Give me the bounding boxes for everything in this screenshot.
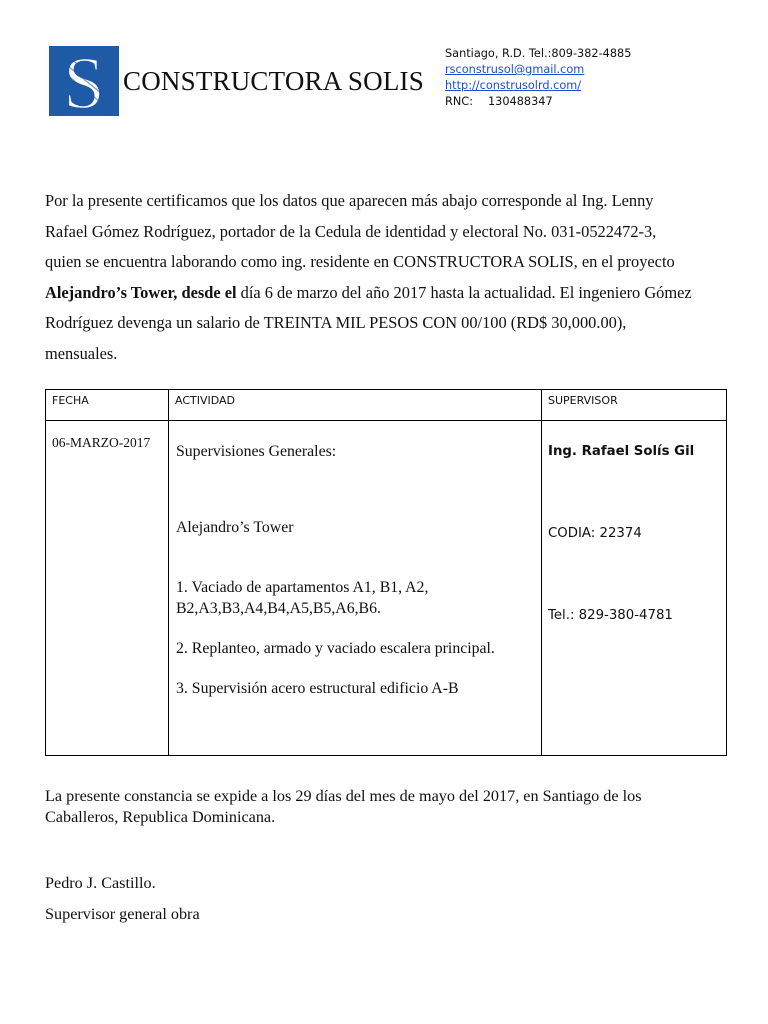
cell-actividad [169,421,542,756]
paragraph-line-rest: día 6 de marzo del año 2017 hasta la actualidad. El ingeniero Gómez [236,282,692,302]
signer-name: Pedro J. Castillo. [45,874,156,892]
header-fecha [46,390,169,421]
rnc-label: RNC: [445,95,473,108]
cell-supervisor [542,421,727,756]
rnc-line [445,94,631,110]
rnc-value: 130488347 [488,95,553,108]
actividad-content [169,421,541,699]
supervisor-name: Ing. Rafael Solís Gil [548,444,695,459]
list-item: 3. Supervisión acero estructural edificio A-B [176,680,459,697]
cell-fecha [46,421,169,756]
header-supervisor [542,390,727,421]
paragraph-line: Por la presente certificamos que los datos que aparecen más abajo corresponde al Ing. Lenny [45,191,654,210]
company-name: CONSTRUCTORA SOLIS [123,66,424,96]
supervisor-tel: Tel.: 829-380-4781 [548,608,673,623]
header-actividad-label: ACTIVIDAD [175,394,236,407]
table-row [46,421,727,756]
email-link[interactable]: rsconstrusol@gmail.com [445,63,585,76]
address-phone: Santiago, R.D. Tel.:809-382-4885 [445,47,632,60]
contact-block [445,46,631,110]
certification-paragraph [45,186,723,370]
header-fecha-label: FECHA [52,394,89,407]
actividad-title: Supervisiones Generales: [176,443,337,460]
closing-paragraph [45,786,735,828]
paragraph-line: Rodríguez devenga un salario de TREINTA MIL PESOS CON 00/100 (RD$ 30,000.00), [45,313,627,333]
project-bold: Alejandro’s Tower, desde el [45,282,237,302]
header-supervisor-label: SUPERVISOR [548,394,618,407]
company-logo [49,46,119,116]
paragraph-line: quien se encuentra laborando como ing. residente en CONSTRUCTORA SOLIS, en el proyecto [45,252,675,272]
item1-line2: B2,A3,B3,A4,B4,A5,B5,A6,B6. [176,600,381,617]
paragraph-line [45,278,723,309]
list-item: 2. Replanteo, armado y vaciado escalera principal. [176,640,495,657]
closing-line: La presente constancia se expide a los 29 días del mes de mayo del 2017, en Santiago de los [45,787,642,805]
paragraph-line: Rafael Gómez Rodríguez, portador de la Cedula de identidad y electoral No. 031-0522472-3, [45,221,657,241]
logo-letter: S [63,46,105,116]
fecha-value: 06-MARZO-2017 [52,435,151,450]
list-item [176,577,541,619]
website-link[interactable]: http://construsolrd.com/ [445,79,582,92]
paragraph-line: mensuales. [45,343,118,363]
project-name: Alejandro’s Tower [176,519,294,536]
supervisor-content [542,421,726,623]
closing-line: Caballeros, Republica Dominicana. [45,808,276,826]
header-actividad [169,390,542,421]
table-header-row [46,390,727,421]
logo-s-mark [49,46,119,116]
activity-table [45,389,727,756]
signer-title: Supervisor general obra [45,905,200,923]
item1-line1: 1. Vaciado de apartamentos A1, B1, A2, [176,579,429,596]
supervisor-codia: CODIA: 22374 [548,526,642,541]
